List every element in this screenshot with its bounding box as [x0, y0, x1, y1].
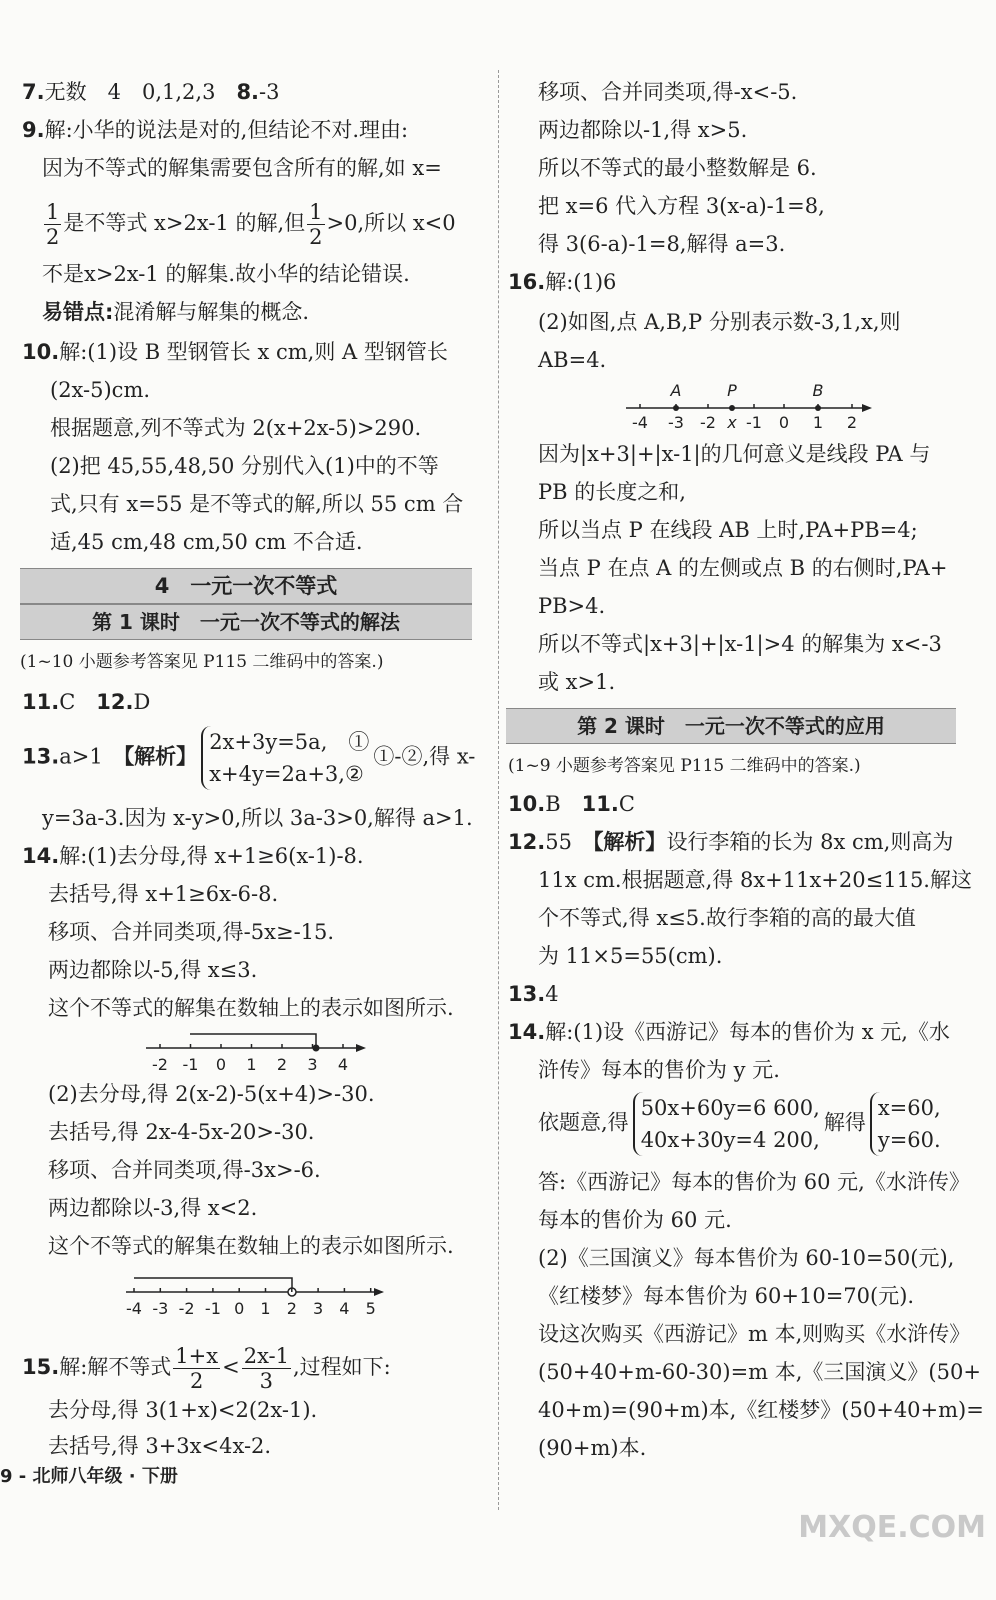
- frac-num: 2x-1: [243, 1344, 289, 1368]
- number-line-3: [620, 380, 880, 436]
- analysis-label: 【解析】: [592, 830, 667, 854]
- q15-line3: 去括号,得 3+3x<4x-2.: [48, 1434, 272, 1458]
- q15-post: ,过程如下:: [293, 1355, 391, 1379]
- q9-line3a: 是不等式 x>2x-1 的解,但: [63, 211, 306, 235]
- tick-label: 3: [313, 1299, 324, 1318]
- q10-11-line: [508, 790, 635, 818]
- q11-12-line: [22, 688, 150, 716]
- q13-line: [508, 980, 559, 1008]
- q14-line7: 去括号,得 2x-4-5x-20>-30.: [48, 1120, 315, 1144]
- tick-label: 2: [286, 1299, 297, 1318]
- frac-den: 3: [259, 1369, 274, 1393]
- q10-number: 10.: [508, 792, 546, 816]
- tick-label: 4: [339, 1299, 350, 1318]
- q10-line2: (2x-5)cm.: [50, 378, 151, 402]
- lesson-header: 第 1 课时 一元一次不等式的解法: [20, 604, 472, 640]
- q13-answer: 4: [545, 982, 559, 1006]
- q16-number: 16.: [508, 270, 546, 294]
- solid-point: [313, 1045, 320, 1052]
- q14-line11: (90+m)本.: [538, 1436, 647, 1460]
- q15-cont-line2: 两边都除以-1,得 x>5.: [538, 118, 748, 142]
- tick-label: 5: [365, 1299, 376, 1318]
- tick-label: 0: [215, 1055, 227, 1074]
- q7-answer: 无数 4 0,1,2,3: [44, 80, 237, 104]
- q14-number: 14.: [508, 1020, 546, 1044]
- axis-ticks: [632, 381, 857, 432]
- page-footer: 9 - 北师八年级 · 下册: [0, 1466, 178, 1487]
- q12-line2: 11x cm.根据题意,得 8x+11x+20≤115.解这: [538, 868, 972, 892]
- solution-2: y=60.: [877, 1128, 941, 1152]
- q11-number: 11.: [22, 690, 60, 714]
- q9-line2: 因为不等式的解集需要包含所有的解,如 x=: [42, 156, 442, 180]
- frac-num: 1+x: [175, 1344, 219, 1368]
- q11-answer: C: [618, 792, 635, 816]
- q15-cont-line4: 把 x=6 代入方程 3(x-a)-1=8,: [538, 194, 825, 218]
- q10-line1: [22, 338, 448, 366]
- point-label: B: [812, 381, 824, 400]
- equation-1: 50x+60y=6 600,: [640, 1096, 820, 1120]
- q13-number: 13.: [508, 982, 546, 1006]
- q16-line10: 或 x>1.: [538, 670, 616, 694]
- q9-line1: [22, 116, 408, 144]
- q14-pre: 依题意,得: [538, 1110, 629, 1135]
- q14-line5: 这个不等式的解集在数轴上的表示如图所示.: [48, 996, 454, 1020]
- q10-number: 10.: [22, 340, 60, 364]
- q9-tip: [42, 298, 309, 326]
- equation-system: [633, 1092, 820, 1156]
- q14-line9: (50+40+m-60-30)=m 本,《三国演义》(50+: [538, 1360, 981, 1384]
- tick-label: -1: [204, 1299, 221, 1318]
- tick-label: 1: [260, 1299, 271, 1318]
- q7-line: [22, 78, 280, 106]
- tick-label: 2: [846, 413, 858, 432]
- q9-number: 9.: [22, 118, 45, 142]
- q9-line4: 不是x>2x-1 的解集.故小华的结论错误.: [42, 262, 410, 286]
- q15-line1: [22, 1344, 391, 1393]
- q16-line6: 所以当点 P 在线段 AB 上时,PA+PB=4;: [538, 518, 918, 542]
- q15-cont-line5: 得 3(6-a)-1=8,解得 a=3.: [538, 232, 786, 256]
- tick-label: 1: [246, 1055, 257, 1074]
- q7-number: 7.: [22, 80, 45, 104]
- note-answers-2: (1~9 小题参考答案见 P115 二维码中的答案.): [508, 756, 861, 776]
- point-label: P: [727, 381, 737, 400]
- q9-text: 解:小华的说法是对的,但结论不对.理由:: [44, 118, 409, 142]
- solution-bracket: [190, 1034, 316, 1048]
- q14-line8: 移项、合并同类项,得-3x>-6.: [48, 1158, 321, 1182]
- fraction-half: [44, 200, 61, 249]
- q13-answer: a>1: [59, 744, 103, 769]
- q12-answer: 55: [545, 830, 572, 854]
- frac-num: 1: [46, 200, 60, 224]
- q10-answer: B: [545, 792, 561, 816]
- q12-line3: 个不等式,得 x≤5.故行李箱的高的最大值: [538, 906, 916, 930]
- q15-line2: 去分母,得 3(1+x)<2(2x-1).: [48, 1398, 318, 1422]
- tick-label: 0: [778, 413, 790, 432]
- point-label: A: [670, 381, 682, 400]
- tick-label: 3: [307, 1055, 318, 1074]
- q15-cont-line1: 移项、合并同类项,得-x<-5.: [538, 80, 798, 104]
- q14-line4: 两边都除以-5,得 x≤3.: [48, 958, 258, 982]
- q12-number: 12.: [508, 830, 546, 854]
- q10-line3: 根据题意,列不等式为 2(x+2x-5)>290.: [50, 416, 422, 440]
- point-a: [673, 405, 679, 411]
- solution-system: [870, 1092, 941, 1156]
- axis-arrow: [356, 1044, 366, 1052]
- equation-1: 2x+3y=5a, ①: [209, 730, 370, 754]
- number-line-1: [140, 1026, 370, 1080]
- q10-line4: (2)把 45,55,48,50 分别代入(1)中的不等: [50, 454, 439, 478]
- equation-system: [201, 726, 369, 790]
- q11-answer: C: [59, 690, 76, 714]
- frac-num: 1: [309, 200, 323, 224]
- fraction-half-2: [307, 200, 324, 249]
- q14-text: 解:(1)设《西游记》每本的售价为 x 元,《水: [545, 1020, 950, 1044]
- tick-label: 0: [234, 1299, 245, 1318]
- tip-label: 易错点:: [42, 300, 114, 324]
- tick-label: -3: [152, 1299, 169, 1318]
- lt-sign: <: [222, 1355, 240, 1379]
- point-p: [729, 405, 735, 411]
- q16-line4: 因为|x+3|+|x-1|的几何意义是线段 PA 与: [538, 442, 931, 466]
- number-line-2: [120, 1270, 390, 1324]
- q10-line5: 式,只有 x=55 是不等式的解,所以 55 cm 合: [50, 492, 464, 516]
- q16-line9: 所以不等式|x+3|+|x-1|>4 的解集为 x<-3: [538, 632, 942, 656]
- q15-number: 15.: [22, 1355, 60, 1379]
- q8-number: 8.: [236, 80, 260, 104]
- q16-line2: (2)如图,点 A,B,P 分别表示数-3,1,x,则: [538, 310, 901, 334]
- q14-line2: 去括号,得 x+1≥6x-6-8.: [48, 882, 279, 906]
- q14-line1: [22, 842, 364, 870]
- frac-den: 2: [309, 225, 323, 249]
- q16-line5: PB 的长度之和,: [538, 480, 686, 504]
- q14-line1: [508, 1018, 950, 1046]
- q14-line3: 移项、合并同类项,得-5x≥-15.: [48, 920, 335, 944]
- q12-line4: 为 11×5=55(cm).: [538, 944, 723, 968]
- column-divider: [498, 70, 499, 1510]
- q14-line10: 这个不等式的解集在数轴上的表示如图所示.: [48, 1234, 454, 1258]
- q14-line5: 每本的售价为 60 元.: [538, 1208, 732, 1232]
- lesson-2-header: 第 2 课时 一元一次不等式的应用: [506, 708, 956, 744]
- q15-cont-line3: 所以不等式的最小整数解是 6.: [538, 156, 817, 180]
- note-answers: (1~10 小题参考答案见 P115 二维码中的答案.): [20, 652, 384, 672]
- frac-den: 2: [190, 1369, 204, 1393]
- tick-label: -1: [746, 413, 762, 432]
- tick-label: -2: [178, 1299, 195, 1318]
- q14-line10: 40+m)=(90+m)本,《红楼梦》(50+40+m)=: [538, 1398, 984, 1422]
- tick-label: -4: [126, 1299, 142, 1318]
- q14-line6: (2)《三国演义》每本售价为 60-10=50(元),: [538, 1246, 955, 1270]
- tick-label: -2: [700, 413, 716, 432]
- q14-line9: 两边都除以-3,得 x<2.: [48, 1196, 258, 1220]
- q12-answer: D: [133, 690, 151, 714]
- q13-number: 13.: [22, 744, 60, 769]
- q16-text: 解:(1)6: [545, 270, 617, 294]
- q14-line8: 设这次购买《西游记》m 本,则购买《水浒传》: [538, 1322, 971, 1346]
- q14-line4: 答:《西游记》每本的售价为 60 元,《水浒传》: [538, 1170, 970, 1194]
- q14-number: 14.: [22, 844, 60, 868]
- q9-line3b: >0,所以 x<0: [326, 211, 456, 235]
- axis-arrow: [862, 404, 872, 412]
- q13-line1: [22, 726, 475, 790]
- q16-line1: [508, 268, 616, 296]
- q16-line7: 当点 P 在点 A 的左侧或点 B 的右侧时,PA+: [538, 556, 948, 580]
- tick-label: 4: [337, 1055, 349, 1074]
- tick-label: -2: [152, 1055, 168, 1074]
- frac-den: 2: [46, 225, 60, 249]
- equation-2: x+4y=2a+3,②: [209, 762, 364, 786]
- q16-line8: PB>4.: [538, 594, 606, 618]
- tick-label: 1: [812, 413, 824, 432]
- tick-label: -4: [632, 413, 648, 432]
- q15-pre: 解:解不等式: [59, 1355, 172, 1379]
- q13-after: ①-②,得 x-: [373, 744, 476, 769]
- q14-system-line: [538, 1092, 945, 1156]
- watermark: MXQE.COM: [798, 1510, 986, 1545]
- q13-line2: y=3a-3.因为 x-y>0,所以 3a-3>0,解得 a>1.: [42, 806, 473, 830]
- q12-number: 12.: [96, 690, 134, 714]
- q14-line2: 浒传》每本的售价为 y 元.: [538, 1058, 780, 1082]
- tip-text: 混淆解与解集的概念.: [113, 300, 310, 324]
- fraction-1: [173, 1344, 220, 1393]
- q16-line3: AB=4.: [538, 348, 607, 372]
- analysis-label: 【解析】: [123, 744, 198, 769]
- q11-number: 11.: [581, 792, 619, 816]
- q10-line6: 适,45 cm,48 cm,50 cm 不合适.: [50, 530, 363, 554]
- q14-mid: 解得: [823, 1110, 866, 1135]
- q10-text: 解:(1)设 B 型钢管长 x cm,则 A 型钢管长: [59, 340, 448, 364]
- solution-1: x=60,: [877, 1096, 941, 1120]
- q14-line6: (2)去分母,得 2(x-2)-5(x+4)>-30.: [48, 1082, 375, 1106]
- fraction-2: [242, 1344, 291, 1393]
- tick-label: -3: [668, 413, 684, 432]
- section-header: 4 一元一次不等式: [20, 568, 472, 604]
- q12-text: 设行李箱的长为 8x cm,则高为: [666, 830, 954, 854]
- q9-line3: [42, 200, 456, 249]
- tick-label: 2: [276, 1055, 288, 1074]
- point-b: [815, 405, 821, 411]
- q8-answer: -3: [259, 80, 280, 104]
- equation-2: 40x+30y=4 200,: [640, 1128, 820, 1152]
- tick-label: -1: [182, 1055, 199, 1074]
- tick-label: x: [727, 413, 737, 432]
- q14-text: 解:(1)去分母,得 x+1≥6(x-1)-8.: [59, 844, 364, 868]
- axis-arrow: [374, 1288, 384, 1296]
- q12-line1: [508, 828, 953, 856]
- q14-line7: 《红楼梦》每本售价为 60+10=70(元).: [538, 1284, 915, 1308]
